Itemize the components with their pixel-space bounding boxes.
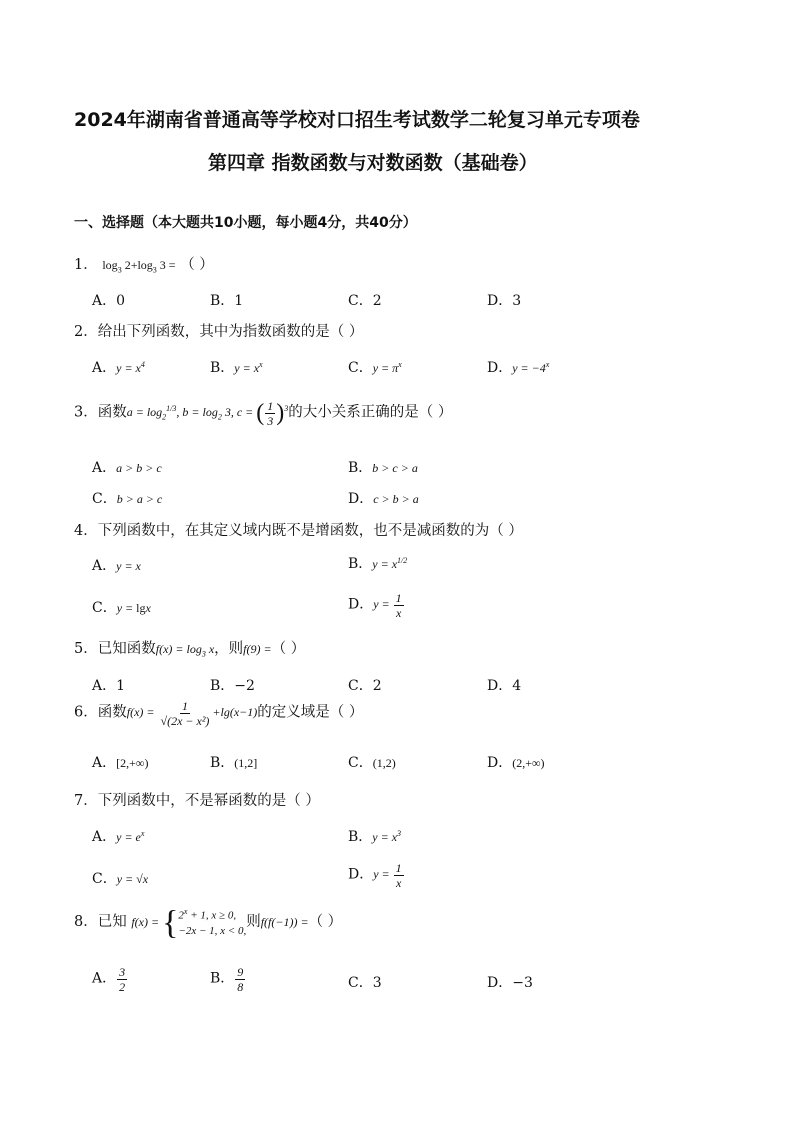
option-a[interactable]: A． $\frac{3}{2}$ [92,965,126,994]
question-text: 下列函数中，不是幂函数的是（ ） [97,793,320,809]
option-c[interactable]: C．2 [348,678,382,694]
question-7 [74,789,320,810]
option-a[interactable]: A．$y = x^4$ [92,360,145,376]
option-a[interactable]: A．1 [92,678,126,694]
math-expression: $f(x) = \log_3 x$ [155,642,215,659]
option-c[interactable]: C．b > a > c [92,491,163,507]
option-c[interactable]: C．3 [348,975,382,991]
option-b[interactable]: B．1 [210,293,244,309]
section-heading: 一、选择题（本大题共10小题，每小题4分，共40分） [74,215,417,231]
question-5: 5．已知函数$f(x) = \log_3 x$，则f(9) =（ ） [74,641,306,659]
piecewise-function: f(x) = { $2^x + 1$, x ≥ 0, −2x − 1, x < 0, [131,904,247,941]
option-d[interactable]: D．4 [487,678,522,694]
question-number: 7． [74,793,98,809]
question-3: 3．函数$a = \log_2^{1/3}$, $b = \log_2 3$, c = ( $\frac{1}{3}$ )$^3$的大小关系正确的是（ ） [74,399,453,428]
option-d[interactable]: D．y = $\frac{1}{x}$ [348,861,402,890]
option-c[interactable]: C．$y = \pi^x$ [348,360,402,376]
math-expression: $a = \log_2^{1/3}$, $b = \log_2 3$, c = ( $\frac{1}{3}$ )$^3$ [126,399,289,428]
option-d[interactable]: D．y = $\frac{1}{x}$ [348,591,402,620]
option-a[interactable]: A．[2,+∞) [92,755,149,771]
question-text: 下列函数中，在其定义域内既不是增函数，也不是减函数的为（ ） [97,523,523,539]
question-1 [74,253,214,274]
option-a[interactable]: A．$y = e^x$ [92,829,145,845]
question-4 [74,519,523,540]
option-b[interactable]: B．−2 [210,678,255,694]
option-c[interactable]: C．y = √x [92,871,149,887]
question-6: 6．函数f(x) = $\frac{1}{\text{√(2x − x²)}}$ +lg(x−1)的定义域是（ ） [74,699,364,728]
document-title: 2024年湖南省普通高等学校对口招生考试数学二轮复习单元专项卷 [74,109,640,131]
option-b[interactable]: B．$y = x^x$ [210,360,263,376]
question-number: 3． [74,404,98,421]
option-a[interactable]: A．y = x [92,558,141,574]
option-b[interactable]: B．$y = x^{1/2}$ [348,556,408,572]
option-b[interactable]: B．b > c > a [348,460,418,476]
question-number: 8． [74,913,98,930]
option-d[interactable]: D．c > b > a [348,491,419,507]
option-b[interactable]: B． $\frac{9}{8}$ [210,965,244,994]
option-d[interactable]: D．$y = -4^x$ [487,360,550,376]
option-a[interactable]: A．0 [92,293,126,309]
question-number: 4． [74,523,98,539]
question-number: 6． [74,704,98,721]
question-2 [74,320,363,341]
option-a[interactable]: A．a > b > c [92,460,162,476]
option-c[interactable]: C．2 [348,293,382,309]
math-expression: f(x) = $\frac{1}{\text{√(2x − x²)}}$ +lg(x−1) [126,699,258,728]
option-c[interactable]: C．y = lgx [92,600,151,616]
math-expression: $\log_3 2+\log_3$ 3 = [102,258,176,275]
option-c[interactable]: C．(1,2) [348,755,396,771]
option-b[interactable]: B．$y = x^3$ [348,829,402,845]
answer-paren: （ ） [180,257,214,273]
question-text: 给出下列函数，其中为指数函数的是（ ） [97,324,364,340]
option-d[interactable]: D．−3 [487,975,533,991]
chapter-title: 第四章 指数函数与对数函数（基础卷） [208,152,538,174]
option-d[interactable]: D．(2,+∞) [487,755,545,771]
question-number: 2． [74,324,98,340]
question-8: 8．已知 f(x) = { $2^x + 1$, x ≥ 0, −2x − 1, x < 0, 则f(f(−1)) =（ ） [74,904,343,941]
option-d[interactable]: D．3 [487,293,522,309]
option-b[interactable]: B．(1,2] [210,755,258,771]
question-number: 1． [74,257,98,273]
question-number: 5． [74,641,98,657]
